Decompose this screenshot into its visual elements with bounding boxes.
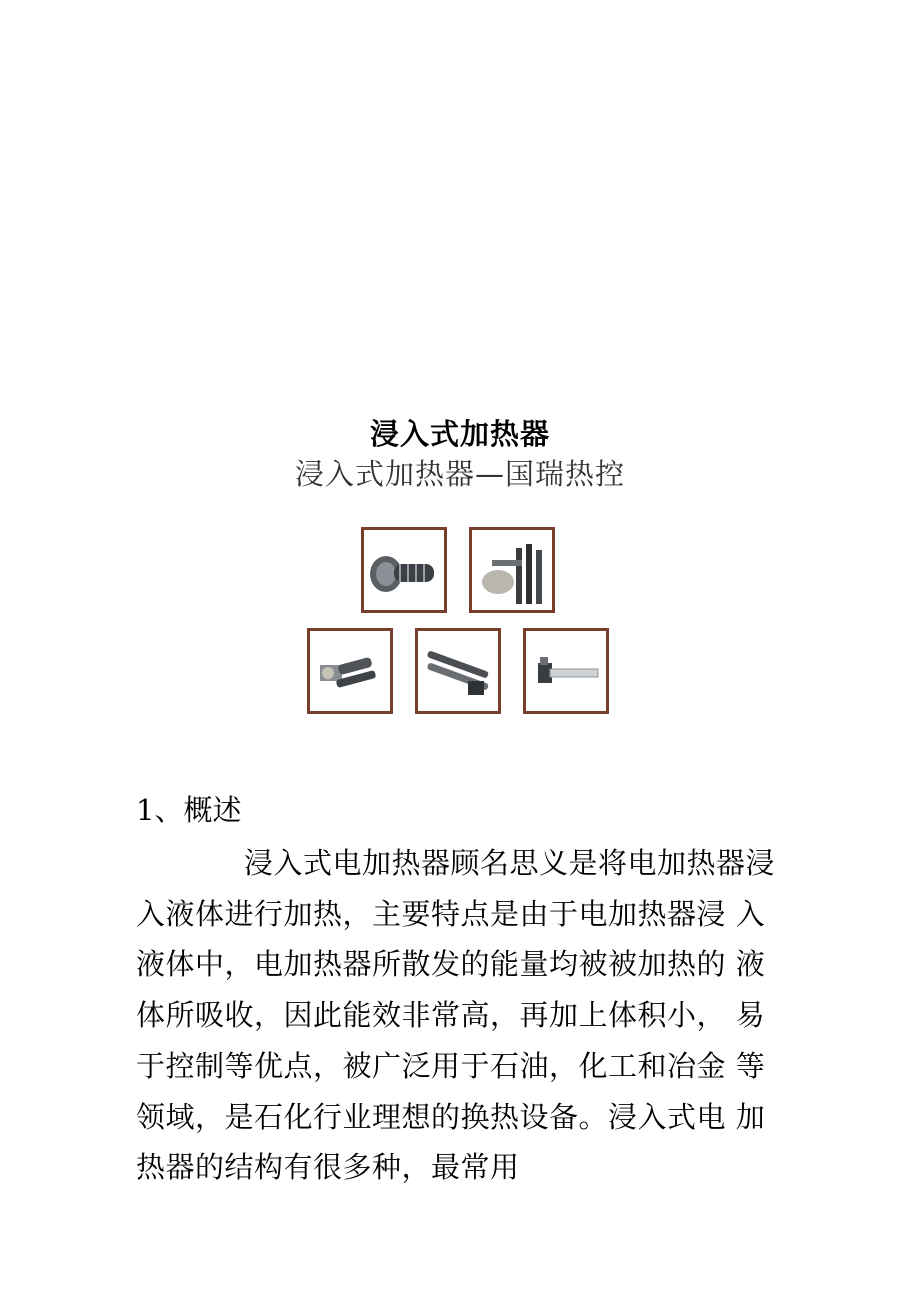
heater-screw-plug-icon (310, 631, 390, 711)
heater-flange-coil-icon (364, 530, 444, 610)
document-subtitle: 浸入式加热器—国瑞热控 (294, 457, 625, 491)
product-image-4 (415, 628, 501, 714)
heater-long-tubular-icon (418, 631, 498, 711)
product-image-3 (307, 628, 393, 714)
body-paragraph: 浸入式电加热器顾名思义是将电加热器浸入液体进行加热，主要特点是由于电加热器浸 入液体中，电加热器所散发的能量均被被加热的 液体所吸收，因此能效非常高，再加上体积小， 易于控制等优点，被广泛用于石油，化工和冶金 等领域，是石化行业理想的换热设备。浸入式电 加热器的结构有很多种，最常用 (136, 846, 776, 1185)
heater-round-flange-icon (472, 530, 552, 610)
product-image-2 (469, 527, 555, 613)
document-title: 浸入式加热器 (369, 417, 550, 451)
heater-square-flange-icon (526, 631, 606, 711)
section-heading: 1、概述 (136, 793, 242, 827)
product-image-5 (523, 628, 609, 714)
product-image-1 (361, 527, 447, 613)
